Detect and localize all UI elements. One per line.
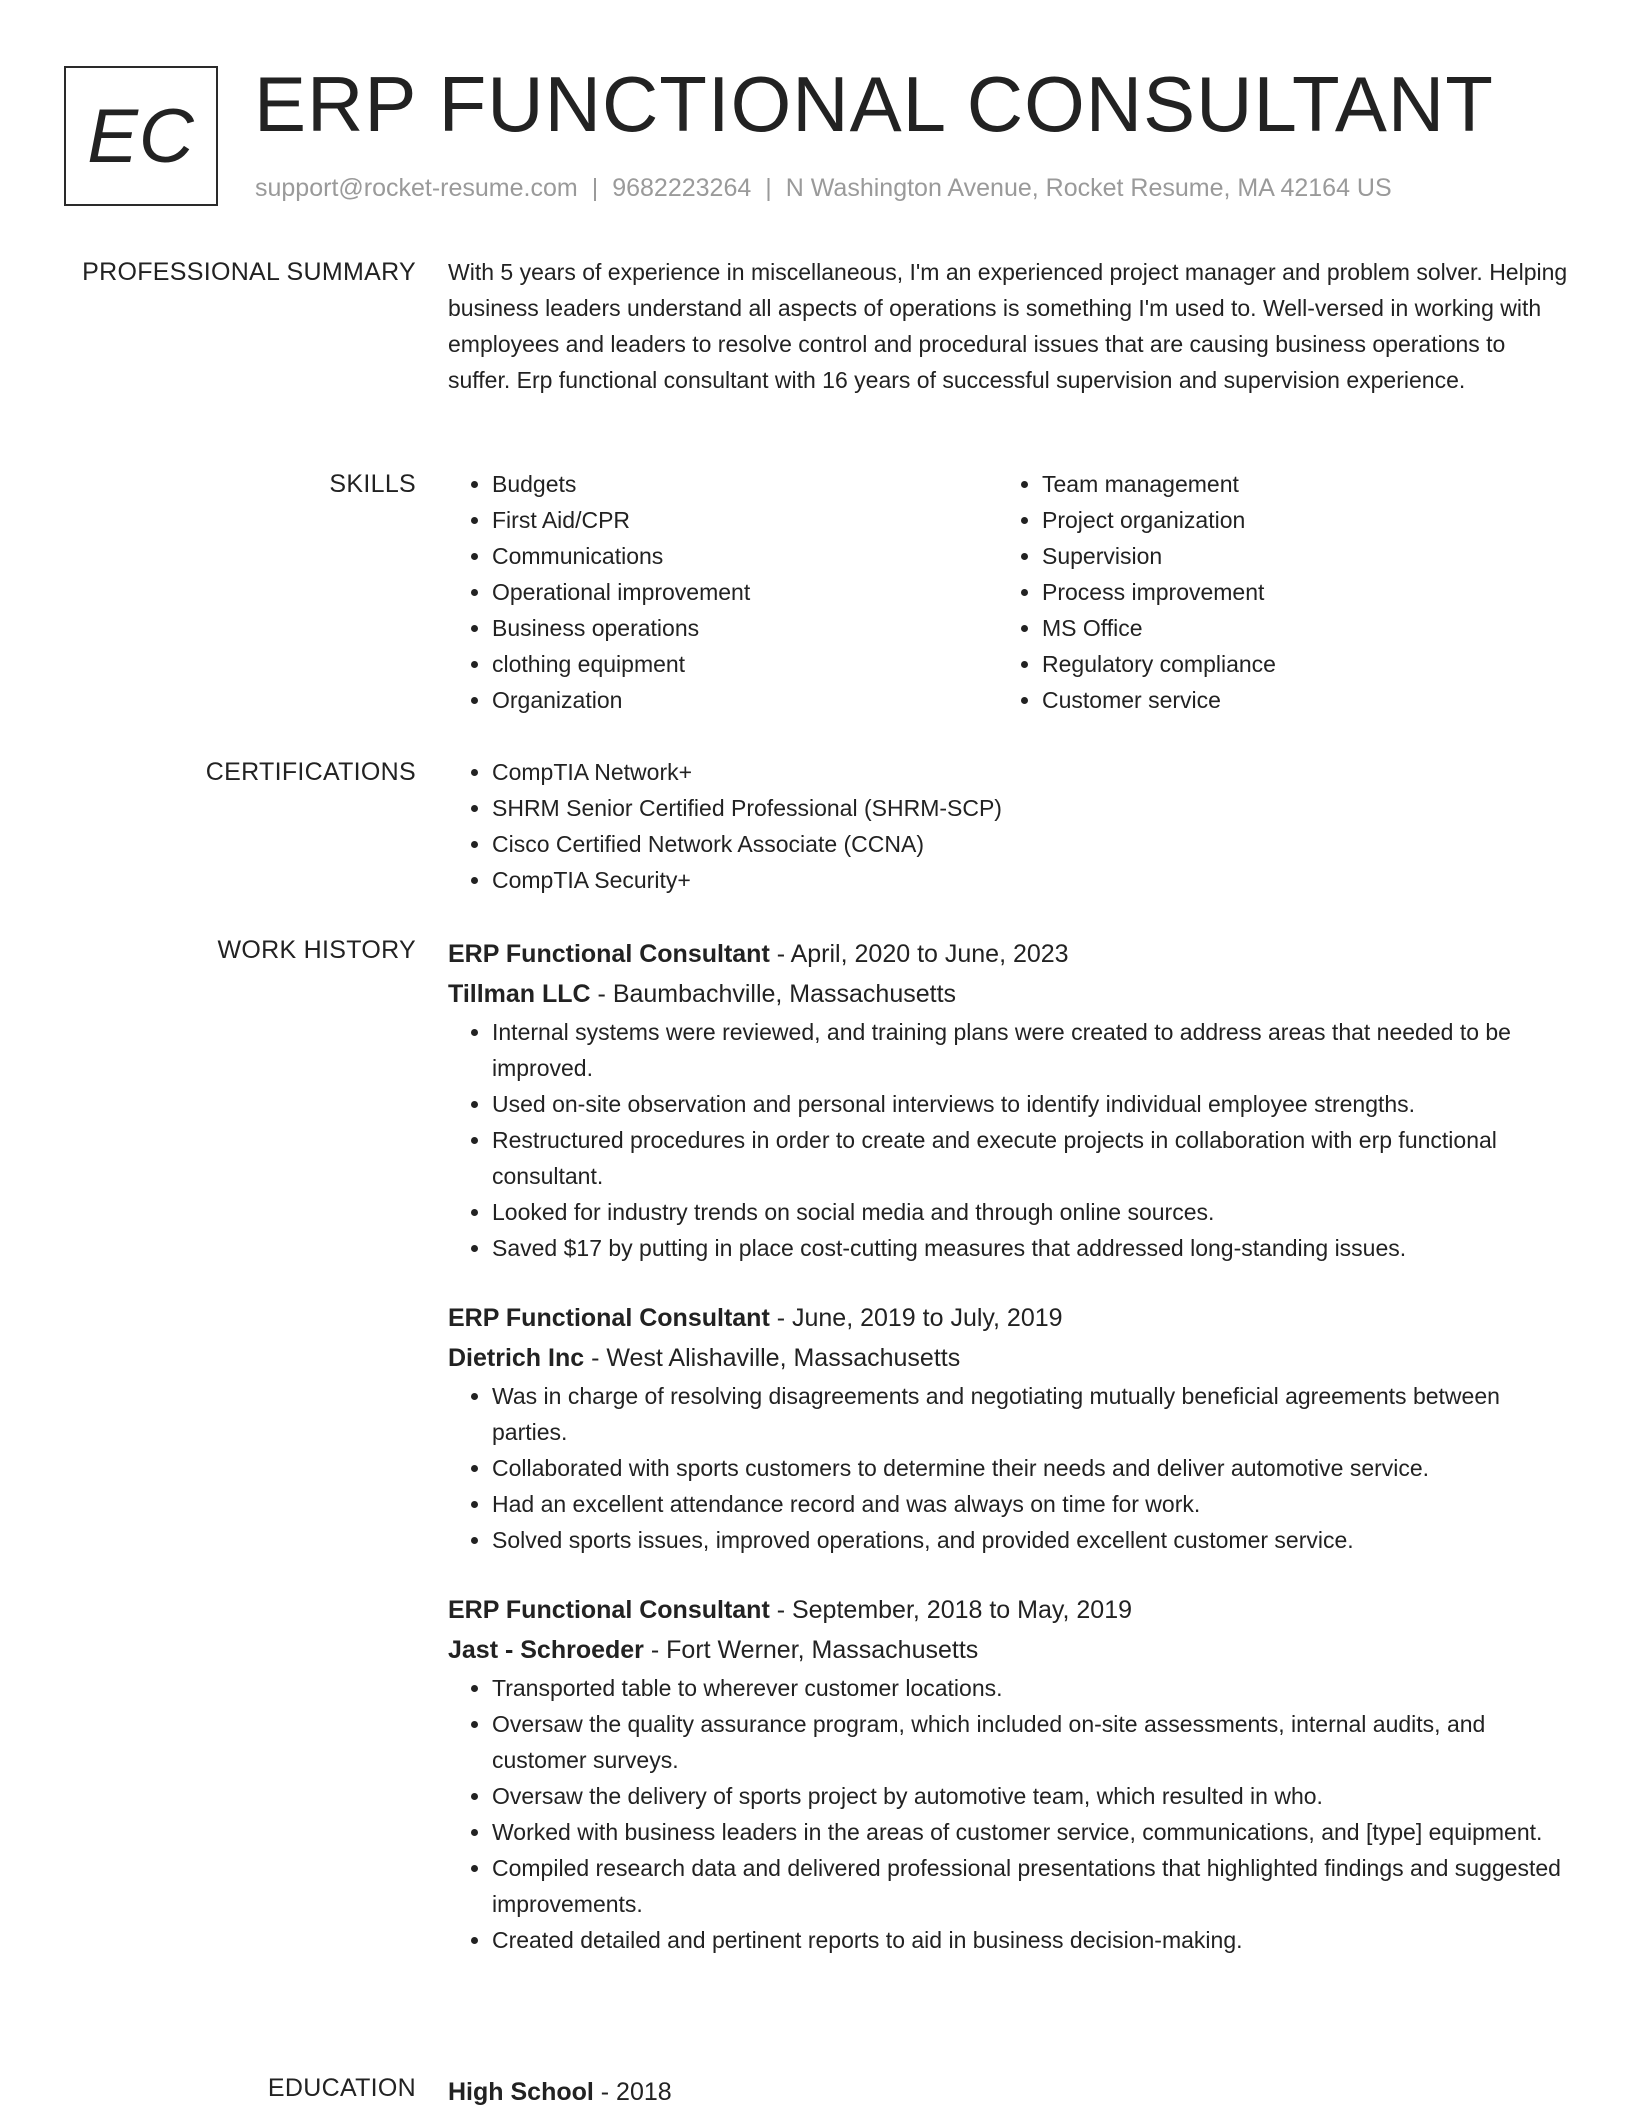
job-dates: - June, 2019 to July, 2019: [769, 1304, 1063, 1332]
job-entry: [448, 1298, 1568, 1558]
skills-column-right: [998, 466, 1548, 718]
job-location: - Fort Werner, Massachusetts: [643, 1636, 979, 1664]
job-title-line: [448, 1590, 1568, 1630]
skill-item: • Process improvement: [1042, 574, 1548, 610]
job-dates: - September, 2018 to May, 2019: [769, 1596, 1133, 1624]
section-label: SKILLS: [329, 470, 416, 498]
skill-item: • Communications: [492, 538, 998, 574]
contact-separator: |: [765, 174, 772, 202]
job-company: Dietrich Inc: [448, 1344, 585, 1372]
section-body: [448, 258, 1568, 398]
job-title-line: [448, 934, 1568, 974]
job-company-line: [448, 974, 1568, 1014]
skill-item: • Customer service: [1042, 682, 1548, 718]
job-bullet: • Solved sports issues, improved operations, and provided excellent customer service.: [492, 1522, 1568, 1558]
job-company-line: [448, 1630, 1568, 1670]
job-bullet: • Restructured procedures in order to create and execute projects in collaboration with erp functional consultant.: [492, 1122, 1568, 1194]
job-bullet: • Collaborated with sports customers to determine their needs and deliver automotive service.: [492, 1450, 1568, 1486]
skill-item: • Operational improvement: [492, 574, 998, 610]
skill-item: • Project organization: [1042, 502, 1548, 538]
contact-phone: 9682223264: [612, 174, 752, 202]
job-location: - West Alishaville, Massachusetts: [584, 1344, 961, 1372]
skill-item: • First Aid/CPR: [492, 502, 998, 538]
skills-list: [448, 466, 998, 718]
job-title: ERP Functional Consultant: [448, 1596, 770, 1624]
job-entry: [448, 934, 1568, 1266]
skill-item: • Budgets: [492, 466, 998, 502]
skills-section: [0, 470, 1632, 730]
section-body: [448, 2072, 1568, 2112]
skill-item: • Organization: [492, 682, 998, 718]
skill-item: • MS Office: [1042, 610, 1548, 646]
job-bullet: • Was in charge of resolving disagreements and negotiating mutually beneficial agreements between parties.: [492, 1378, 1568, 1450]
certifications-list: [448, 754, 1568, 898]
certification-item: • Cisco Certified Network Associate (CCNA): [492, 826, 1568, 862]
job-bullet: • Had an excellent attendance record and was always on time for work.: [492, 1486, 1568, 1522]
job-bullet-list: [448, 1378, 1568, 1558]
skill-item: • Supervision: [1042, 538, 1548, 574]
skill-item: • Team management: [1042, 466, 1548, 502]
job-dates: - April, 2020 to June, 2023: [769, 940, 1069, 968]
resume-title: ERP FUNCTIONAL CONSULTANT: [254, 60, 1494, 148]
job-bullet: • Transported table to wherever customer locations.: [492, 1670, 1568, 1706]
section-label: CERTIFICATIONS: [205, 758, 416, 786]
job-bullet: • Worked with business leaders in the areas of customer service, communications, and [type] equipment.: [492, 1814, 1568, 1850]
job-bullet-list: [448, 1670, 1568, 1958]
work-history-section: [0, 934, 1632, 2034]
education-degree: High School: [448, 2078, 594, 2106]
resume-header: [64, 60, 1584, 210]
skill-item: • Regulatory compliance: [1042, 646, 1548, 682]
skills-column-left: [448, 466, 998, 718]
job-title: ERP Functional Consultant: [448, 1304, 770, 1332]
job-location: - Baumbachville, Massachusetts: [590, 980, 957, 1008]
section-label: PROFESSIONAL SUMMARY: [82, 258, 416, 286]
certification-item: • SHRM Senior Certified Professional (SHRM-SCP): [492, 790, 1568, 826]
certification-item: • CompTIA Network+: [492, 754, 1568, 790]
job-bullet: • Oversaw the quality assurance program, which included on-site assessments, internal audits, and customer surveys.: [492, 1706, 1568, 1778]
education-section: [0, 2072, 1632, 2112]
job-company-line: [448, 1338, 1568, 1378]
contact-separator: |: [591, 174, 599, 202]
certifications-section: [0, 758, 1632, 918]
education-entry: [448, 2072, 1568, 2112]
job-title-line: [448, 1298, 1568, 1338]
skills-list: [998, 466, 1548, 718]
section-body: [448, 470, 1568, 718]
certification-item: • CompTIA Security+: [492, 862, 1568, 898]
summary-section: [0, 258, 1632, 438]
job-bullet: • Oversaw the delivery of sports project by automotive team, which resulted in who.: [492, 1778, 1568, 1814]
skill-item: • Business operations: [492, 610, 998, 646]
job-bullet-list: [448, 1014, 1568, 1266]
summary-text: With 5 years of experience in miscellaneous, I'm an experienced project manager and problem solver. Helping business leaders understand all aspects of operations is something I'm used to. Well-versed in working with employees and leaders to resolve control and procedural issues that are causing business operations to suffer. Erp functional consultant with 16 years of successful supervision and supervision experience.: [448, 259, 1568, 393]
section-body: [448, 758, 1568, 898]
job-bullet: • Saved $17 by putting in place cost-cutting measures that addressed long-standing issues.: [492, 1230, 1568, 1266]
contact-address: N Washington Avenue, Rocket Resume, MA 42164 US: [785, 174, 1392, 202]
section-label: EDUCATION: [267, 2074, 416, 2102]
job-bullet: • Created detailed and pertinent reports to aid in business decision-making.: [492, 1922, 1568, 1958]
skill-item: • clothing equipment: [492, 646, 998, 682]
job-bullet: • Compiled research data and delivered professional presentations that highlighted findings and suggested improvements.: [492, 1850, 1568, 1922]
section-body: [448, 934, 1568, 1990]
education-year: - 2018: [593, 2078, 672, 2106]
job-title: ERP Functional Consultant: [448, 940, 770, 968]
job-company: Jast - Schroeder: [448, 1636, 644, 1664]
job-bullet: • Looked for industry trends on social media and through online sources.: [492, 1194, 1568, 1230]
contact-email: support@rocket-resume.com: [255, 174, 578, 202]
job-bullet: • Internal systems were reviewed, and training plans were created to address areas that needed to be improved.: [492, 1014, 1568, 1086]
monogram-logo: EC: [64, 66, 218, 206]
job-entry: [448, 1590, 1568, 1958]
job-bullet: • Used on-site observation and personal interviews to identify individual employee strengths.: [492, 1086, 1568, 1122]
job-company: Tillman LLC: [448, 980, 591, 1008]
skills-grid: [448, 466, 1568, 718]
section-label: WORK HISTORY: [217, 936, 416, 964]
contact-line: [255, 174, 1392, 203]
